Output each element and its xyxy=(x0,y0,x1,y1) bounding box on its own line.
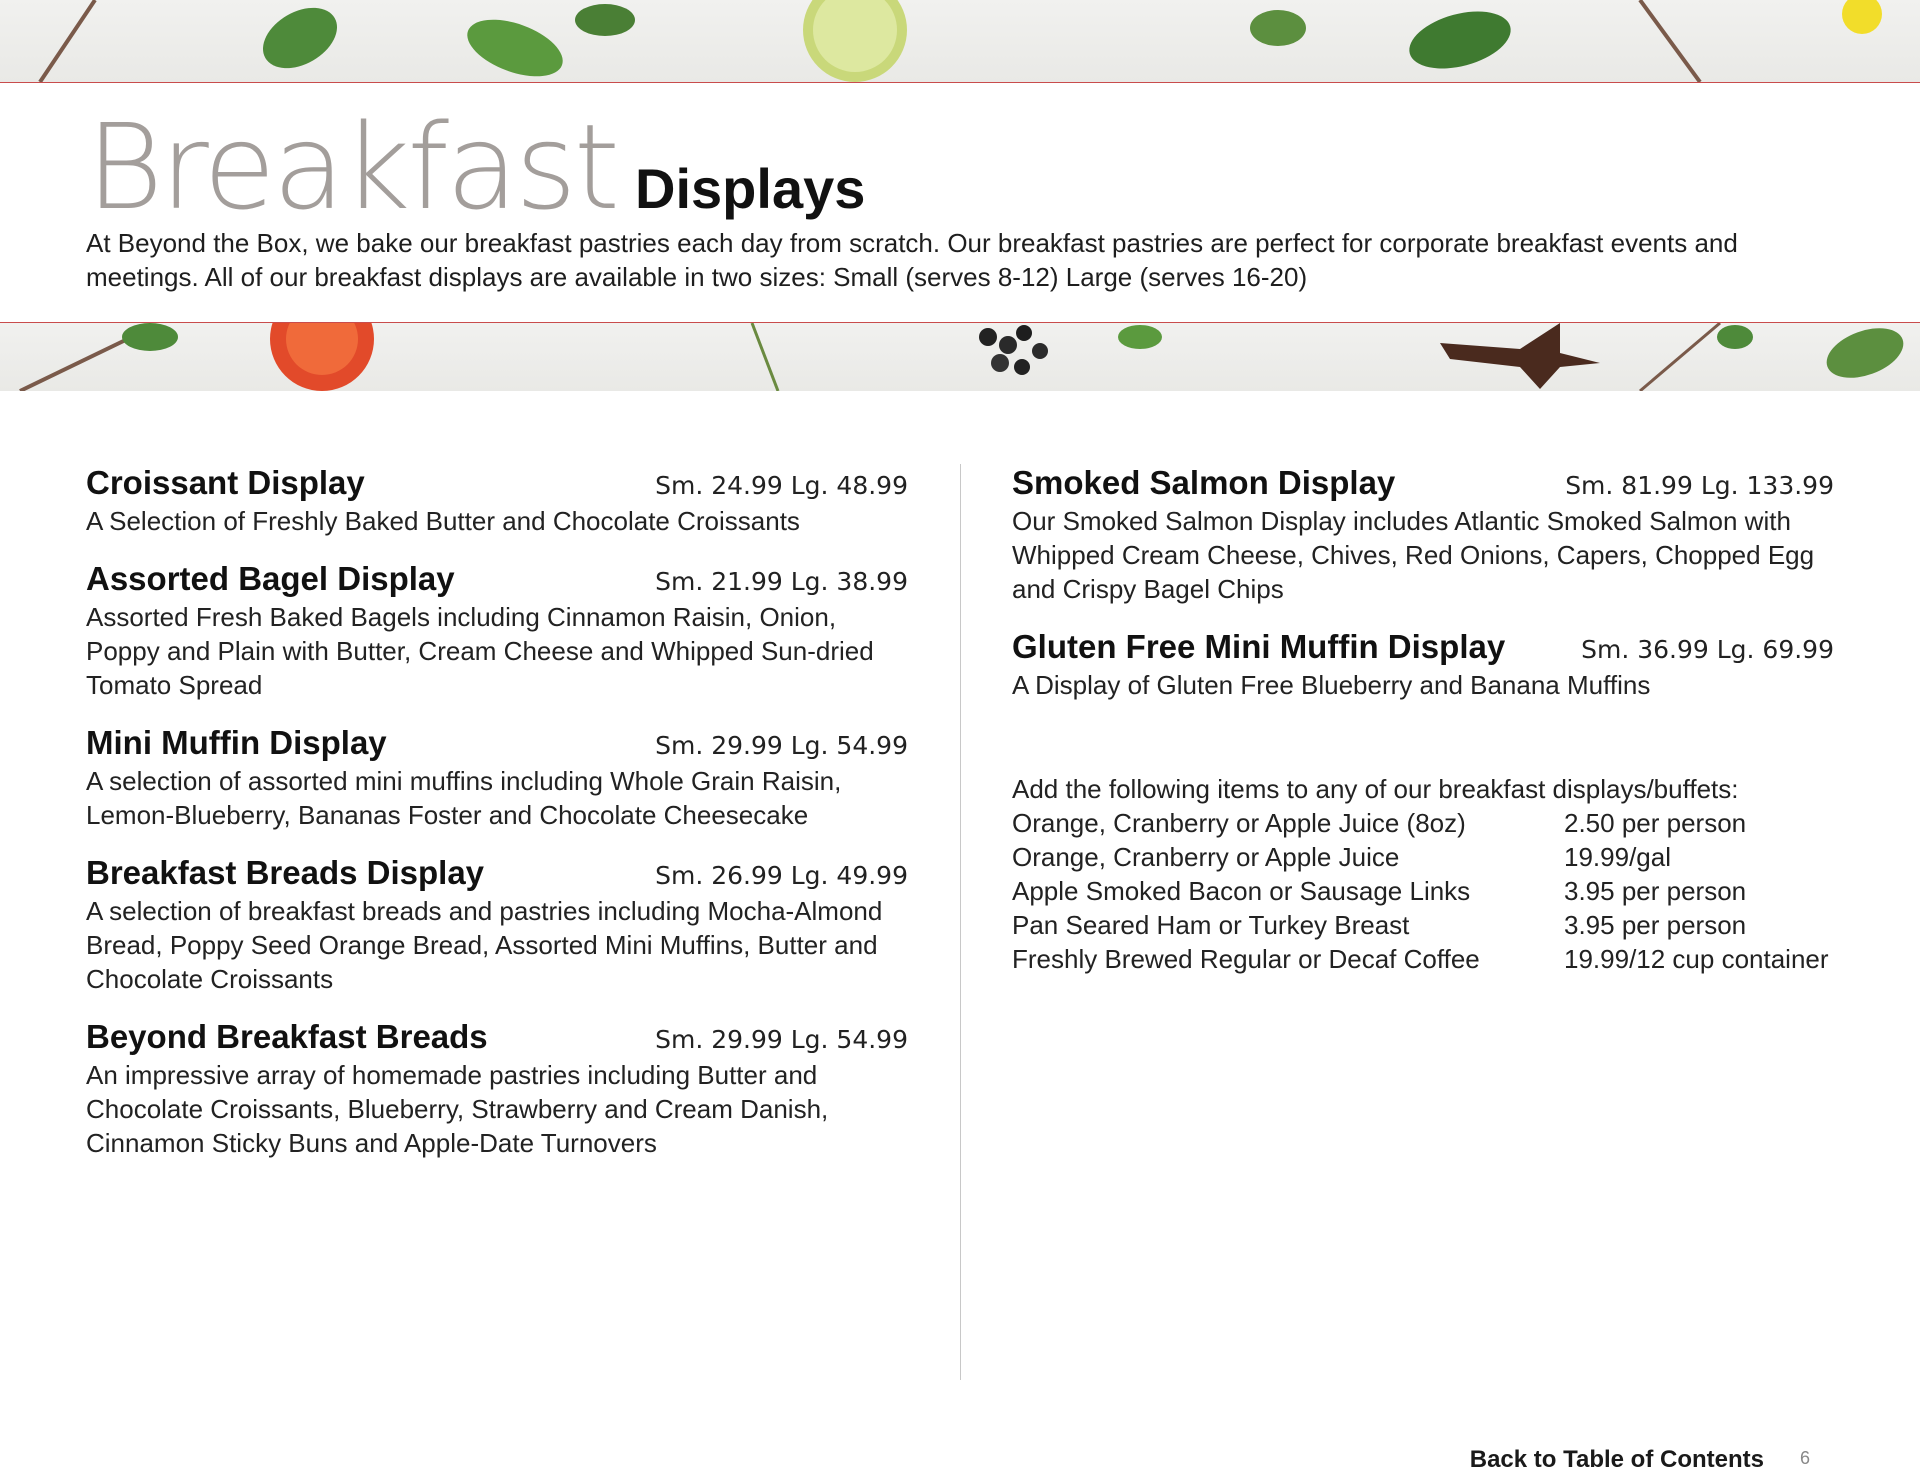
herb-illustration-top xyxy=(0,0,1920,82)
item-price: Sm. 29.99 Lg. 54.99 xyxy=(655,1025,908,1054)
menu-item xyxy=(86,560,908,702)
title-breakfast: Breakfast xyxy=(86,98,618,236)
item-name: Beyond Breakfast Breads xyxy=(86,1018,488,1055)
addon-name: Apple Smoked Bacon or Sausage Links xyxy=(1012,876,1471,906)
item-price: Sm. 36.99 Lg. 69.99 xyxy=(1581,635,1834,664)
addon-row xyxy=(1012,806,1834,840)
addon-name: Pan Seared Ham or Turkey Breast xyxy=(1012,910,1410,940)
item-price: Sm. 24.99 Lg. 48.99 xyxy=(655,471,908,500)
item-name: Mini Muffin Display xyxy=(86,724,387,761)
addon-price: 3.95 per person xyxy=(1564,910,1747,940)
item-price: Sm. 29.99 Lg. 54.99 xyxy=(655,731,908,760)
intro-paragraph: At Beyond the Box, we bake our breakfast pastries each day from scratch. Our breakfast pastries are perfect for corporate breakfast events and meetings. All of our breakfast displays are available in two sizes: Small (serves 8-12) Large (serves 16-20) xyxy=(86,228,1738,292)
menu-item xyxy=(86,724,908,832)
herb-banner-bottom xyxy=(0,322,1920,391)
item-name: Croissant Display xyxy=(86,464,365,501)
herb-illustration-bottom xyxy=(0,323,1920,391)
menu-item xyxy=(86,1018,908,1160)
addon-name: Orange, Cranberry or Apple Juice (8oz) xyxy=(1012,808,1466,838)
addon-price: 2.50 per person xyxy=(1564,808,1747,838)
menu-item xyxy=(1012,628,1834,702)
item-price: Sm. 81.99 Lg. 133.99 xyxy=(1565,471,1834,500)
item-name: Gluten Free Mini Muffin Display xyxy=(1012,628,1506,665)
item-name: Breakfast Breads Display xyxy=(86,854,485,891)
back-to-toc-link[interactable]: Back to Table of Contents xyxy=(1469,1446,1764,1473)
title-displays: Displays xyxy=(635,157,866,220)
item-description: Our Smoked Salmon Display includes Atlantic Smoked Salmon with Whipped Cream Cheese, Chives, Red Onions, Capers, Chopped Egg and Crispy Bagel Chips xyxy=(1012,506,1815,604)
page-title xyxy=(86,98,866,236)
item-description: A selection of assorted mini muffins including Whole Grain Raisin, Lemon-Blueberry, Bananas Foster and Chocolate Cheesecake xyxy=(86,766,842,830)
addons-section xyxy=(1012,772,1834,976)
column-divider xyxy=(960,464,961,1380)
item-price: Sm. 26.99 Lg. 49.99 xyxy=(655,861,908,890)
page-number: 6 xyxy=(1799,1448,1810,1468)
herb-banner-top xyxy=(0,0,1920,83)
item-name: Assorted Bagel Display xyxy=(86,560,455,597)
menu-item xyxy=(86,854,908,996)
addon-price: 19.99/12 cup container xyxy=(1564,944,1829,974)
item-description: A Display of Gluten Free Blueberry and Banana Muffins xyxy=(1012,670,1651,700)
item-description: An impressive array of homemade pastries including Butter and Chocolate Croissants, Blueberry, Strawberry and Cream Danish, Cinnamon Sticky Buns and Apple-Date Turnovers xyxy=(86,1060,829,1158)
addon-price: 3.95 per person xyxy=(1564,876,1747,906)
item-price: Sm. 21.99 Lg. 38.99 xyxy=(655,567,908,596)
menu-column-right xyxy=(1012,464,1834,976)
addon-row xyxy=(1012,942,1834,976)
addon-row xyxy=(1012,874,1834,908)
menu-item xyxy=(1012,464,1834,606)
addon-price: 19.99/gal xyxy=(1564,842,1671,872)
item-description: Assorted Fresh Baked Bagels including Cinnamon Raisin, Onion, Poppy and Plain with Butter, Cream Cheese and Whipped Sun-dried Tomato Spread xyxy=(86,602,874,700)
item-description: A selection of breakfast breads and pastries including Mocha-Almond Bread, Poppy Seed Orange Bread, Assorted Mini Muffins, Butter and Chocolate Croissants xyxy=(86,896,883,994)
item-description: A Selection of Freshly Baked Butter and Chocolate Croissants xyxy=(86,506,800,536)
item-name: Smoked Salmon Display xyxy=(1012,464,1396,501)
addon-name: Orange, Cranberry or Apple Juice xyxy=(1012,842,1400,872)
addon-row xyxy=(1012,908,1834,942)
addons-intro: Add the following items to any of our breakfast displays/buffets: xyxy=(1012,774,1739,804)
addon-name: Freshly Brewed Regular or Decaf Coffee xyxy=(1012,944,1480,974)
menu-column-left xyxy=(86,464,908,1182)
menu-item xyxy=(86,464,908,538)
addon-row xyxy=(1012,840,1834,874)
